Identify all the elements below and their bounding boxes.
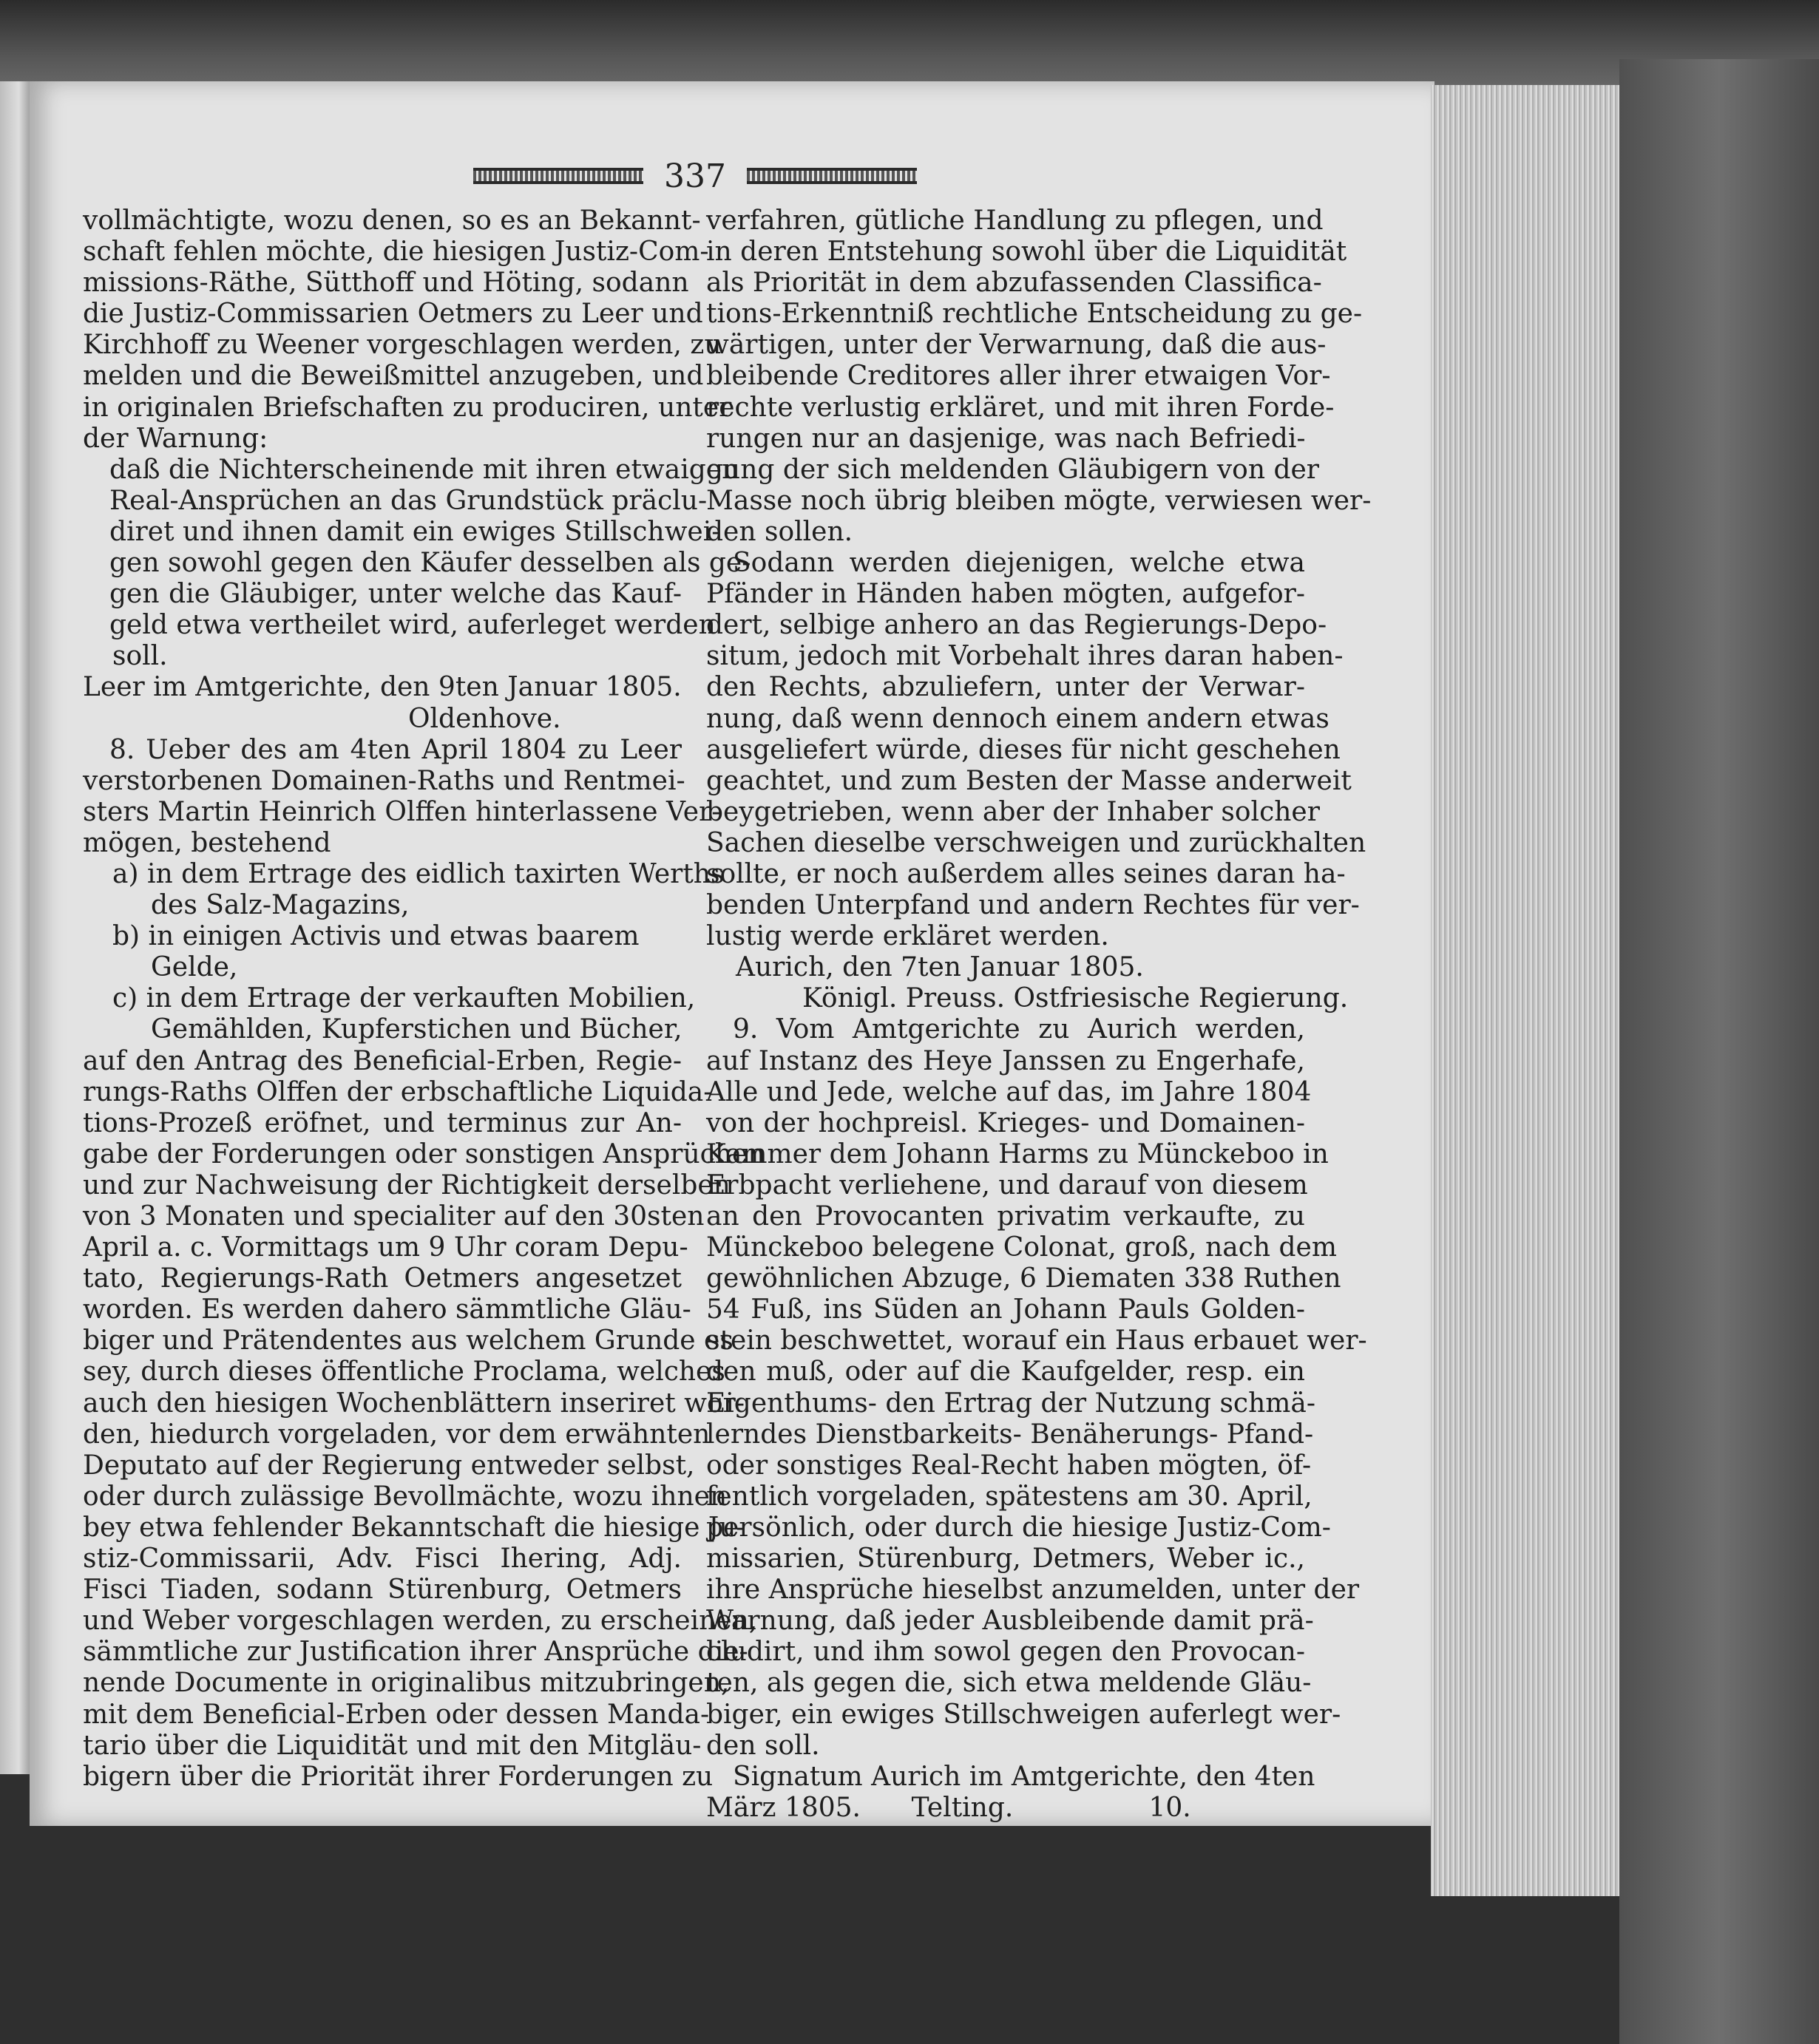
text-line: biger, ein ewiges Stillschweigen auferlegt wer- <box>706 1699 1341 1730</box>
text-line: nende Documente in originalibus mitzubringen, <box>83 1668 730 1699</box>
text-line: in deren Entstehung sowohl über die Liquidität <box>706 237 1347 268</box>
text-line: gen sowohl gegen den Käufer desselben als ge- <box>109 548 751 579</box>
text-line: situm, jedoch mit Vorbehalt ihres daran haben- <box>706 641 1344 672</box>
text-line: tato, Regierungs-Rath Oetmers angesetzet <box>83 1263 682 1294</box>
text-line: melden und die Beweißmittel anzugeben, und <box>83 361 704 392</box>
text-line: den, hiedurch vorgeladen, vor dem erwähnten <box>83 1419 711 1450</box>
text-line: oder sonstiges Real-Recht haben mögten, öf- <box>706 1450 1312 1481</box>
text-line: persönlich, oder durch die hiesige Justiz-Com- <box>706 1512 1331 1543</box>
text-line: tario über die Liquidität und mit den Mitgläu- <box>83 1730 702 1761</box>
text-line: den soll. <box>706 1730 820 1761</box>
text-line: von 3 Monaten und specialiter auf den 30sten <box>83 1201 705 1232</box>
text-line: mögen, bestehend <box>83 827 331 858</box>
text-line: und zur Nachweisung der Richtigkeit derselben <box>83 1169 731 1201</box>
signature-line: Königl. Preuss. Ostfriesische Regierung. <box>802 983 1349 1014</box>
text-line: 9. Vom Amtgerichte zu Aurich werden, <box>733 1014 1305 1045</box>
text-line: soll. <box>112 641 168 672</box>
right-text-column <box>706 206 1372 1824</box>
text-line: bleibende Creditores aller ihrer etwaigen Vor- <box>706 361 1331 392</box>
text-line: sämmtliche zur Justification ihrer Ansprüche die- <box>83 1637 748 1668</box>
text-line: und Weber vorgeschlagen werden, zu erscheinen, <box>83 1606 758 1637</box>
text-line: Leer im Amtgerichte, den 9ten Januar 1805. <box>83 672 682 703</box>
text-line: Kirchhoff zu Weener vorgeschlagen werden, zu <box>83 330 722 361</box>
text-line: gabe der Forderungen oder sonstigen Ansprüchen <box>83 1138 765 1169</box>
list-item: Gelde, <box>151 952 238 983</box>
text-line: Erbpacht verliehene, und darauf von diesem <box>706 1169 1308 1201</box>
text-line: der Warnung: <box>83 423 268 454</box>
text-line: geld etwa vertheilet wird, auferleget werden <box>109 610 716 641</box>
header-rule-left <box>473 168 643 184</box>
text-line: worden. Es werden dahero sämmtliche Gläu- <box>83 1294 691 1325</box>
text-line: dert, selbige anhero an das Regierungs-Depo- <box>706 610 1327 641</box>
list-item: a) in dem Ertrage des eidlich taxirten Werths <box>112 858 725 889</box>
text-line: den sollen. <box>706 516 853 547</box>
list-item: b) in einigen Activis und etwas baarem <box>112 921 640 952</box>
list-item: c) in dem Ertrage der verkauften Mobilien, <box>112 983 696 1014</box>
text-line: gen die Gläubiger, unter welche das Kauf- <box>109 579 682 610</box>
text-line: in originalen Briefschaften zu produciren, unter <box>83 392 732 423</box>
text-line: sey, durch dieses öffentliche Proclama, welches <box>83 1357 725 1388</box>
page-header <box>458 154 932 198</box>
text-line: auch den hiesigen Wochenblättern inseriret wor- <box>83 1388 745 1419</box>
text-line: die Justiz-Commissarien Oetmers zu Leer und <box>83 299 703 330</box>
text-line: verfahren, gütliche Handlung zu pflegen, und <box>706 206 1324 236</box>
left-text-column <box>83 206 765 1793</box>
left-page-edge <box>0 81 31 1804</box>
text-line: auf Instanz des Heye Janssen zu Engerhafe, <box>706 1045 1305 1076</box>
text-line: ausgeliefert würde, dieses für nicht geschehen <box>706 734 1341 765</box>
text-line: schaft fehlen möchte, die hiesigen Justiz-Com- <box>83 237 709 268</box>
text-line: von der hochpreisl. Krieges- und Domainen- <box>706 1107 1305 1138</box>
text-line: tions-Prozeß eröfnet, und terminus zur An- <box>83 1107 682 1138</box>
text-line: diret und ihnen damit ein ewiges Stillschwei- <box>109 516 721 547</box>
text-line: Warnung, daß jeder Ausbleibende damit prä- <box>706 1606 1314 1637</box>
text-line: 8. Ueber des am 4ten April 1804 zu Leer <box>109 734 682 765</box>
text-line: stein beschwettet, worauf ein Haus erbauet wer- <box>706 1325 1367 1357</box>
text-line: bigern über die Priorität ihrer Forderungen zu <box>83 1761 714 1792</box>
text-line: bey etwa fehlender Bekanntschaft die hiesige Ju- <box>83 1512 745 1543</box>
footer-line: März 1805. Telting. 10. <box>706 1792 1191 1823</box>
text-line: wärtigen, unter der Verwarnung, daß die aus- <box>706 330 1327 361</box>
signature-line: Oldenhove. <box>408 703 561 734</box>
text-line: ten, als gegen die, sich etwa meldende Gläu- <box>706 1668 1312 1699</box>
text-line: missarien, Stürenburg, Detmers, Weber ic., <box>706 1544 1305 1575</box>
text-line: sollte, er noch außerdem alles seines daran ha- <box>706 858 1346 889</box>
list-item: des Salz-Magazins, <box>151 890 410 921</box>
page-block-edge <box>1431 85 1623 1896</box>
book-binding <box>1619 59 1819 2044</box>
text-line: fentlich vorgeladen, spätestens am 30. April, <box>706 1481 1312 1512</box>
text-line: sters Martin Heinrich Olffen hinterlassene Ver- <box>83 796 721 827</box>
text-line: oder durch zulässige Bevollmächte, wozu ihnen <box>83 1481 728 1512</box>
page-number: 337 <box>664 157 726 195</box>
text-line: benden Unterpfand und andern Rechtes für ver- <box>706 890 1360 921</box>
text-line: Signatum Aurich im Amtgerichte, den 4ten <box>733 1761 1315 1792</box>
text-line: Masse noch übrig bleiben mögte, verwiesen wer- <box>706 485 1372 516</box>
text-line: Eigenthums- den Ertrag der Nutzung schmä- <box>706 1388 1316 1419</box>
text-line: rungen nur an dasjenige, was nach Befriedi- <box>706 423 1306 454</box>
text-line: vollmächtigte, wozu denen, so es an Bekannt- <box>83 206 701 236</box>
text-line: als Priorität in dem abzufassenden Classifica- <box>706 268 1322 299</box>
text-line: Deputato auf der Regierung entweder selbst, <box>83 1450 695 1481</box>
text-line: Alle und Jede, welche auf das, im Jahre 1804 <box>706 1076 1312 1107</box>
date-line: Aurich, den 7ten Januar 1805. <box>736 952 1144 983</box>
text-line: stiz-Commissarii, Adv. Fisci Ihering, Adj. <box>83 1544 682 1575</box>
text-line: daß die Nichterscheinende mit ihren etwaigen <box>109 454 739 485</box>
text-line: geachtet, und zum Besten der Masse anderweit <box>706 765 1352 796</box>
text-line: April a. c. Vormittags um 9 Uhr coram Depu- <box>83 1232 688 1263</box>
text-line: nung, daß wenn dennoch einem andern etwas <box>706 703 1329 734</box>
header-rule-right <box>747 168 917 184</box>
text-line: rungs-Raths Olffen der erbschaftliche Liquida- <box>83 1076 713 1107</box>
text-line: verstorbenen Domainen-Raths und Rentmei- <box>83 765 685 796</box>
text-line: auf den Antrag des Beneficial-Erben, Regie- <box>83 1045 682 1076</box>
text-line: missions-Räthe, Sütthoff und Höting, sodann <box>83 268 689 299</box>
text-line: gung der sich meldenden Gläubigern von der <box>706 454 1320 485</box>
text-line: lustig werde erkläret werden. <box>706 921 1109 952</box>
text-line: beygetrieben, wenn aber der Inhaber solcher <box>706 796 1320 827</box>
text-line: Sodann werden diejenigen, welche etwa <box>733 548 1305 579</box>
text-line: cludirt, und ihm sowol gegen den Provocan- <box>706 1637 1305 1668</box>
text-line: 54 Fuß, ins Süden an Johann Pauls Golden- <box>706 1294 1305 1325</box>
text-line: rechte verlustig erkläret, und mit ihren Forde- <box>706 392 1335 423</box>
text-line: den muß, oder auf die Kaufgelder, resp. ein <box>706 1357 1305 1388</box>
text-line: Pfänder in Händen haben mögten, aufgefor- <box>706 579 1305 610</box>
text-line: Kammer dem Johann Harms zu Münckeboo in <box>706 1138 1329 1169</box>
text-line: biger und Prätendentes aus welchem Grunde es <box>83 1325 734 1357</box>
text-line: Real-Ansprüchen an das Grundstück präclu- <box>109 485 708 516</box>
text-line: gewöhnlichen Abzuge, 6 Diematen 338 Ruthen <box>706 1263 1341 1294</box>
list-item: Gemählden, Kupferstichen und Bücher, <box>151 1014 682 1045</box>
text-line: lerndes Dienstbarkeits- Benäherungs- Pfand- <box>706 1419 1314 1450</box>
text-line: Sachen dieselbe verschweigen und zurückhalten <box>706 827 1366 858</box>
text-line: an den Provocanten privatim verkaufte, zu <box>706 1201 1305 1232</box>
text-line: mit dem Beneficial-Erben oder dessen Manda- <box>83 1699 710 1730</box>
text-line: Fisci Tiaden, sodann Stürenburg, Oetmers <box>83 1575 682 1606</box>
text-line: Münckeboo belegene Colonat, groß, nach dem <box>706 1232 1337 1263</box>
text-line: den Rechts, abzuliefern, unter der Verwar- <box>706 672 1305 703</box>
text-line: tions-Erkenntniß rechtliche Entscheidung zu ge- <box>706 299 1363 330</box>
text-line: ihre Ansprüche hieselbst anzumelden, unter der <box>706 1575 1360 1606</box>
